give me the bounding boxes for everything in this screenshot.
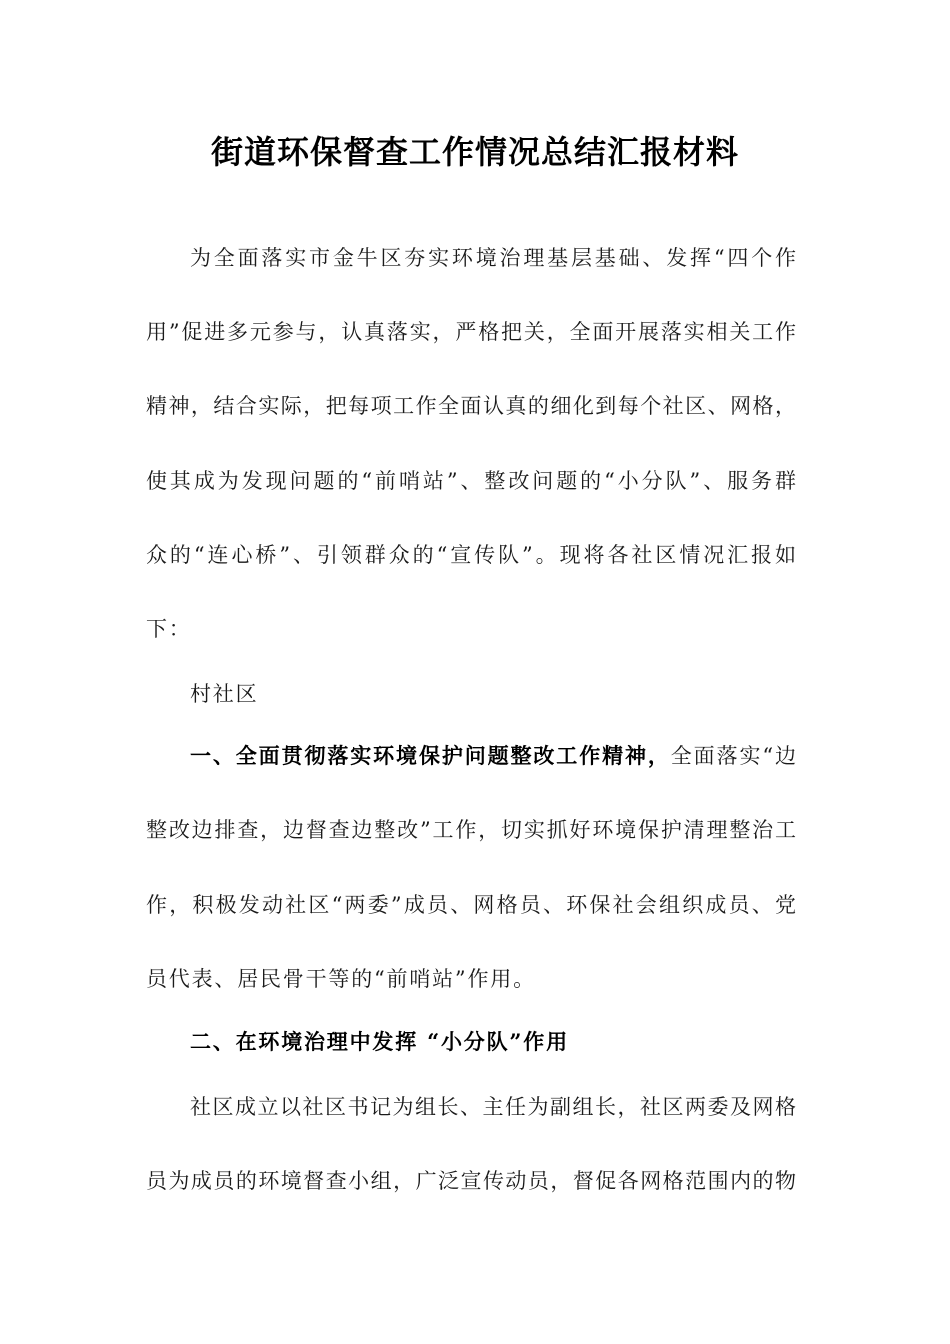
section1-lead-rest: 全面落实“边 [670,744,796,768]
intro-line-5: 众的“连心桥”、引领群众的“宣传队”。现将各社区情况汇报如 [146,543,796,567]
section1-line-2: 作，积极发动社区“两委”成员、网格员、环保社会组织成员、党 [146,893,796,917]
section1-line-3: 员代表、居民骨干等的“前哨站”作用。 [146,967,536,991]
intro-line-3: 精神，结合实际，把每项工作全面认真的细化到每个社区、网格， [146,394,796,418]
document-title: 街道环保督查工作情况总结汇报材料 [210,133,739,171]
section1-line-1: 整改边排查，边督查边整改”工作，切实抓好环境保护清理整治工 [146,818,796,842]
section1-lead-line [190,740,796,772]
section2-line-1: 社区成立以社区书记为组长、主任为副组长，社区两委及网格 [190,1095,796,1119]
section1-heading: 一、全面贯彻落实环境保护问题整改工作精神， [190,743,671,768]
intro-line-6: 下： [146,617,192,641]
intro-line-2: 用”促进多元参与，认真落实，严格把关，全面开展落实相关工作 [146,320,796,344]
intro-line-4: 使其成为发现问题的“前哨站”、整改问题的“小分队”、服务群 [146,469,796,493]
section2-heading: 二、在环境治理中发挥 “小分队”作用 [190,1029,569,1054]
community-label: 村社区 [190,682,259,706]
intro-line-1: 为全面落实市金牛区夯实环境治理基层基础、发挥“四个作 [190,246,796,270]
section2-line-2: 员为成员的环境督查小组，广泛宣传动员，督促各网格范围内的物 [146,1169,796,1193]
